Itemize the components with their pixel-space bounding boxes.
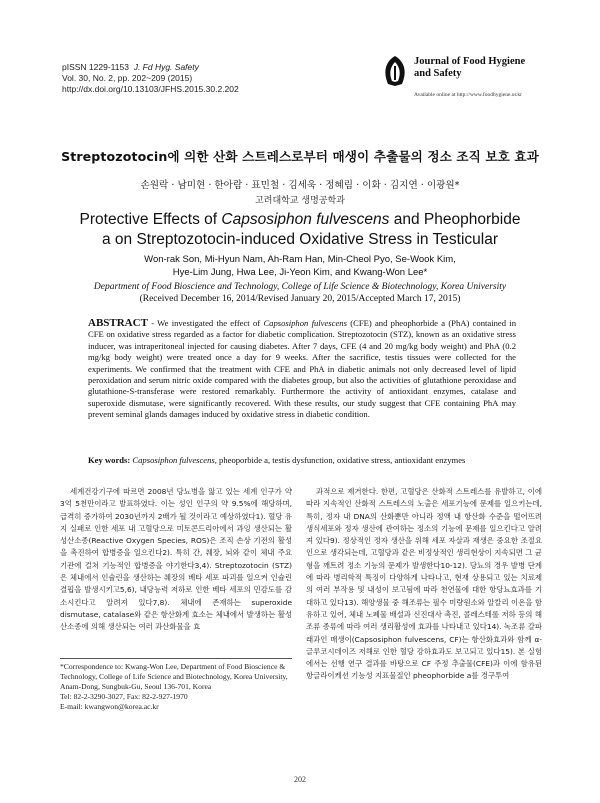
body-column-left [60,486,292,634]
volume-line: Vol. 30, No. 2, pp. 202~209 (2015) [62,73,193,83]
correspondence-footnote: *Correspondence to: Kwang-Won Lee, Department of Food Bioscience & Technology, College of Life Science and Biotechnology, Korea University, Anam-Dong, Sungbuk-Gu, Seoul 136-701, Korea Tel: 82-2-3290-3027, Fax: 82-2-927-1970 E-mail: kwangwon@korea.ac.kr [60,662,292,712]
journal-logo-icon [380,54,410,88]
korean-title: Streptozotocin에 의한 산화 스트레스로부터 매생이 추출물의 정소 조직 보호 효과 [61,149,539,164]
korean-authors: 손원락 · 남미현 · 한아람 · 표민철 · 김세욱 · 정혜림 · 이화 · 김지연 · 이광원* [140,180,460,191]
body-paragraph: 과적으로 제거한다. 한편, 고혈당은 산화적 스트레스를 유발하고, 이에 따라 지속적인 산화적 스트레스의 노출은 세포기능에 문제를 일으키는데, 특히, 정자 내 DNA의 산화뿐만 아니라 정액 내 항산화 수준을 떨어뜨려 생식세포와 정자 생산에 관여하는 정소의 기능에 문제를 일으킨다고 알려져 있다9). 정상적인 정자 생산을 위해 세포 자살과 재생은 중요한 조절요인으로 생각되는데, 고혈당과 같은 비정상적인 생리현상이 지속되면 그 균형을 깨트려 정소 기능의 문제가 발생한다10-12). 당뇨의 경우 발병 단계에 따라 병리학적 특징이 다양하게 나타나고, 현재 상용되고 있는 치료제의 여러 부작용 및 내성이 보고됨에 따라 천연물에 대한 항당뇨효과를 기대하고 있다13). 해양생물 중 해조류는 필수 미량원소와 알칼리 이온을 함유하고 있어, 체내 노폐물 배설과 신진대사 촉진, 콜레스테롤 저하 등의 해조류 종류에 따라 여러 생리활성에 효과를 나타내고 있다14). 녹조류 갈파래과인 매생이(Capsosiphon fulvescens, CF)는 항산화효과와 함께 α-글루코시데이즈 저해로 인한 혈당 강하효과도 보고되고 있다15). 본 실험에서는 선행 연구 결과를 바탕으로 CF 주정 추출물(CFE)과 이에 함유된 항글라이케션 기능성 지표물질인 pheophorbide a를 경구투여 [306,487,542,681]
body-column-right [306,486,542,683]
keywords: Key words: Capsosiphon fulvescens, pheoporbide a, testis dysfunction, oxidative stress, antioxidant enzymes [88,455,466,465]
journal-title-line1: Journal of Food Hygiene [414,56,526,67]
footnote-divider [60,658,292,659]
email-link[interactable]: E-mail: kwangwon@korea.ac.kr [60,702,159,711]
received-dates: (Received December 16, 2014/Revised January 20, 2015/Accepted March 17, 2015) [139,294,461,304]
korean-affiliation: 고려대학교 생명공학과 [255,196,345,206]
english-authors: Won-rak Son, Mi-Hyun Nam, Ah-Ram Han, Min-Cheol Pyo, Se-Wook Kim, Hye-Lim Jung, Hwa Lee, Ji-Yeon Kim, and Kwang-Won Lee* [144,254,456,278]
journal-url[interactable]: Available online at http://www.foodhygiene.or.kr [414,92,522,98]
english-affiliation: Department of Food Bioscience and Technology, College of Life Science & Biotechnology, Korea University [93,282,507,292]
pissn: pISSN 1229-1153 [62,62,129,72]
keywords-label: Key words: [88,455,131,465]
abstract-label: ABSTRACT [88,317,148,329]
journal-header [62,62,239,95]
page-number: 202 [294,775,306,784]
abstract: ABSTRACT - We investigated the effect of Capsosiphon fulvescens (CFE) and pheophorbide a (PhA) contained in CFE on oxidative stress regarded as a factor for diabetic complication. Streptozotocin (STZ), known as an oxidative stress inducer, was intraperitoneal injected for causing diabetes. After 7 days, CFE (4 and 20 mg/kg body weight) and PhA (0.2 mg/kg body weight) were treated once a day for 9 weeks. After the sacrifice, testis tissues were collected for the experiments. We confirmed that the treatment with CFE and PhA in diabetic animals not only decreased level of lipid peroxidation and serum nitric oxide compared with the diabetes group, but also the activities of glutathione peroxidase and glutathione-S-transferase were restored remarkably. Furthermore the activity of antioxidant enzymes, catalase and superoxide dismutase, were significantly recovered. With these results, our study suggest that CFE containing PhA may prevent seminal glands damages induced by oxidative stress in diabetic condition. [88,317,516,420]
doi-link[interactable]: http://dx.doi.org/10.13103/JFHS.2015.30.2.202 [62,84,239,94]
journal-short-name: J. Fd Hyg. Safety [133,62,199,72]
journal-logo [380,48,540,104]
english-title: Protective Effects of Capsosiphon fulvescens and Pheophorbide a on Streptozotocin-induced Oxidative Stress in Testicular [79,211,521,248]
journal-title-line2: and Safety [414,68,462,79]
body-paragraph: 세계건강기구에 따르면 2008년 당뇨병을 앓고 있는 세계 인구가 약 3억 5천만이라고 발표하였다. 이는 성인 인구의 약 9.5%에 해당하며, 급격히 증가하여 2030년까지 2배가 될 것이라고 예상하였다1). 혈당 유지 실패로 인한 세포 내 고혈당으로 미토콘드리아에서 과잉 생산되는 활성산소종(Reactive Oxygen Species, ROS)은 조직 손상 기전의 활성을 촉진하여 합병증을 일으킨다2). 특히 간, 췌장, 뇌와 같이 체내 주요 기관에 걸쳐 기능적인 합병증을 야기한다3,4). Streptozotocin (STZ)은 체내에서 인슐린을 생산하는 췌장의 베타 세포 파괴를 일으켜 인슐린 결핍을 발생시키고5,6), 내당능력 저하로 인한 베타 세포의 민감도를 감소시킨다고 알려져 있다7,8). 체내에 존재하는 superoxide dismutase, catalase와 같은 항산화계 효소는 체내에서 발생하는 활성산소종에 의해 생산되는 여러 과산화물을 효 [60,487,292,632]
